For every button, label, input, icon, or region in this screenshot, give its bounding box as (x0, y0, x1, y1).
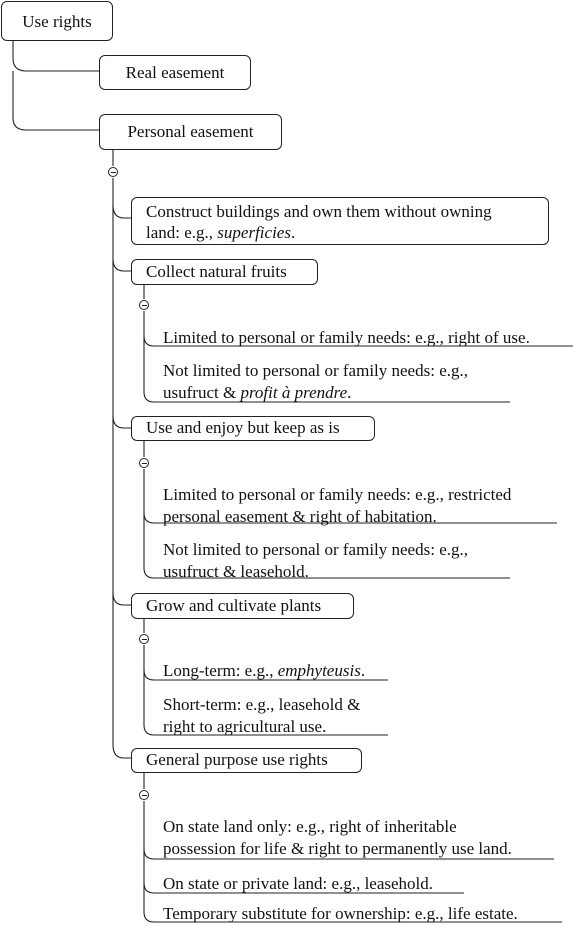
grow-leaf1-end: . (360, 661, 366, 680)
general-leaf-state-or-private[interactable]: On state or private land: e.g., leasehold. (163, 874, 434, 893)
collapse-collect-icon[interactable] (139, 300, 149, 310)
collect-leaf-not-limited[interactable] (163, 360, 468, 404)
construct-line2: land: e.g., (146, 223, 218, 242)
enjoy-leaf1-line1: Limited to personal or family needs: e.g., restricted (163, 485, 512, 504)
collect-leaf2-end: . (347, 383, 352, 402)
general-leaf1-line1: On state land only: e.g., right of inheritable (163, 817, 457, 836)
collect-leaf2-italic: profit à prendre (240, 383, 348, 402)
general-leaf-state-only[interactable] (163, 816, 512, 860)
node-grow-and-cultivate[interactable]: Grow and cultivate plants (131, 593, 354, 619)
enjoy-leaf-not-limited[interactable] (163, 539, 468, 583)
node-use-and-enjoy[interactable]: Use and enjoy but keep as is (131, 416, 375, 441)
node-use-rights[interactable]: Use rights (1, 1, 113, 41)
grow-leaf-short-term[interactable] (163, 694, 360, 738)
grow-leaf2-line1: Short-term: e.g., leasehold & (163, 695, 361, 714)
node-construct-buildings[interactable] (131, 197, 549, 245)
node-personal-easement[interactable]: Personal easement (99, 114, 282, 150)
node-collect-natural-fruits[interactable]: Collect natural fruits (131, 259, 318, 285)
collapse-enjoy-icon[interactable] (139, 458, 149, 468)
enjoy-leaf2-line2: usufruct & leasehold. (163, 562, 309, 581)
general-leaf-temporary[interactable]: Temporary substitute for ownership: e.g., life estate. (163, 904, 518, 923)
collapse-grow-icon[interactable] (139, 634, 149, 644)
enjoy-leaf1-line2: personal easement & right of habitation. (163, 507, 437, 526)
construct-italic: superficies (217, 223, 291, 242)
collect-leaf2-line1: Not limited to personal or family needs: e.g., (163, 361, 468, 380)
enjoy-leaf-limited[interactable] (163, 484, 511, 528)
construct-end: . (290, 223, 296, 242)
collapse-personal-icon[interactable] (108, 167, 118, 177)
grow-leaf2-line2: right to agricultural use. (163, 717, 327, 736)
node-real-easement[interactable]: Real easement (99, 55, 251, 90)
general-leaf1-line2: possession for life & right to permanently use land. (163, 839, 512, 858)
grow-leaf1-italic: emphyteusis (277, 661, 361, 680)
grow-leaf-long-term[interactable] (163, 660, 365, 682)
collect-leaf-limited[interactable]: Limited to personal or family needs: e.g., right of use. (163, 328, 530, 347)
grow-leaf1-text: Long-term: e.g., (163, 661, 278, 680)
construct-line1: Construct buildings and own them without owning (146, 202, 492, 221)
collapse-general-icon[interactable] (139, 790, 149, 800)
enjoy-leaf2-line1: Not limited to personal or family needs: e.g., (163, 540, 468, 559)
collect-leaf2-line2: usufruct & (163, 383, 241, 402)
node-general-purpose[interactable]: General purpose use rights (131, 748, 362, 773)
